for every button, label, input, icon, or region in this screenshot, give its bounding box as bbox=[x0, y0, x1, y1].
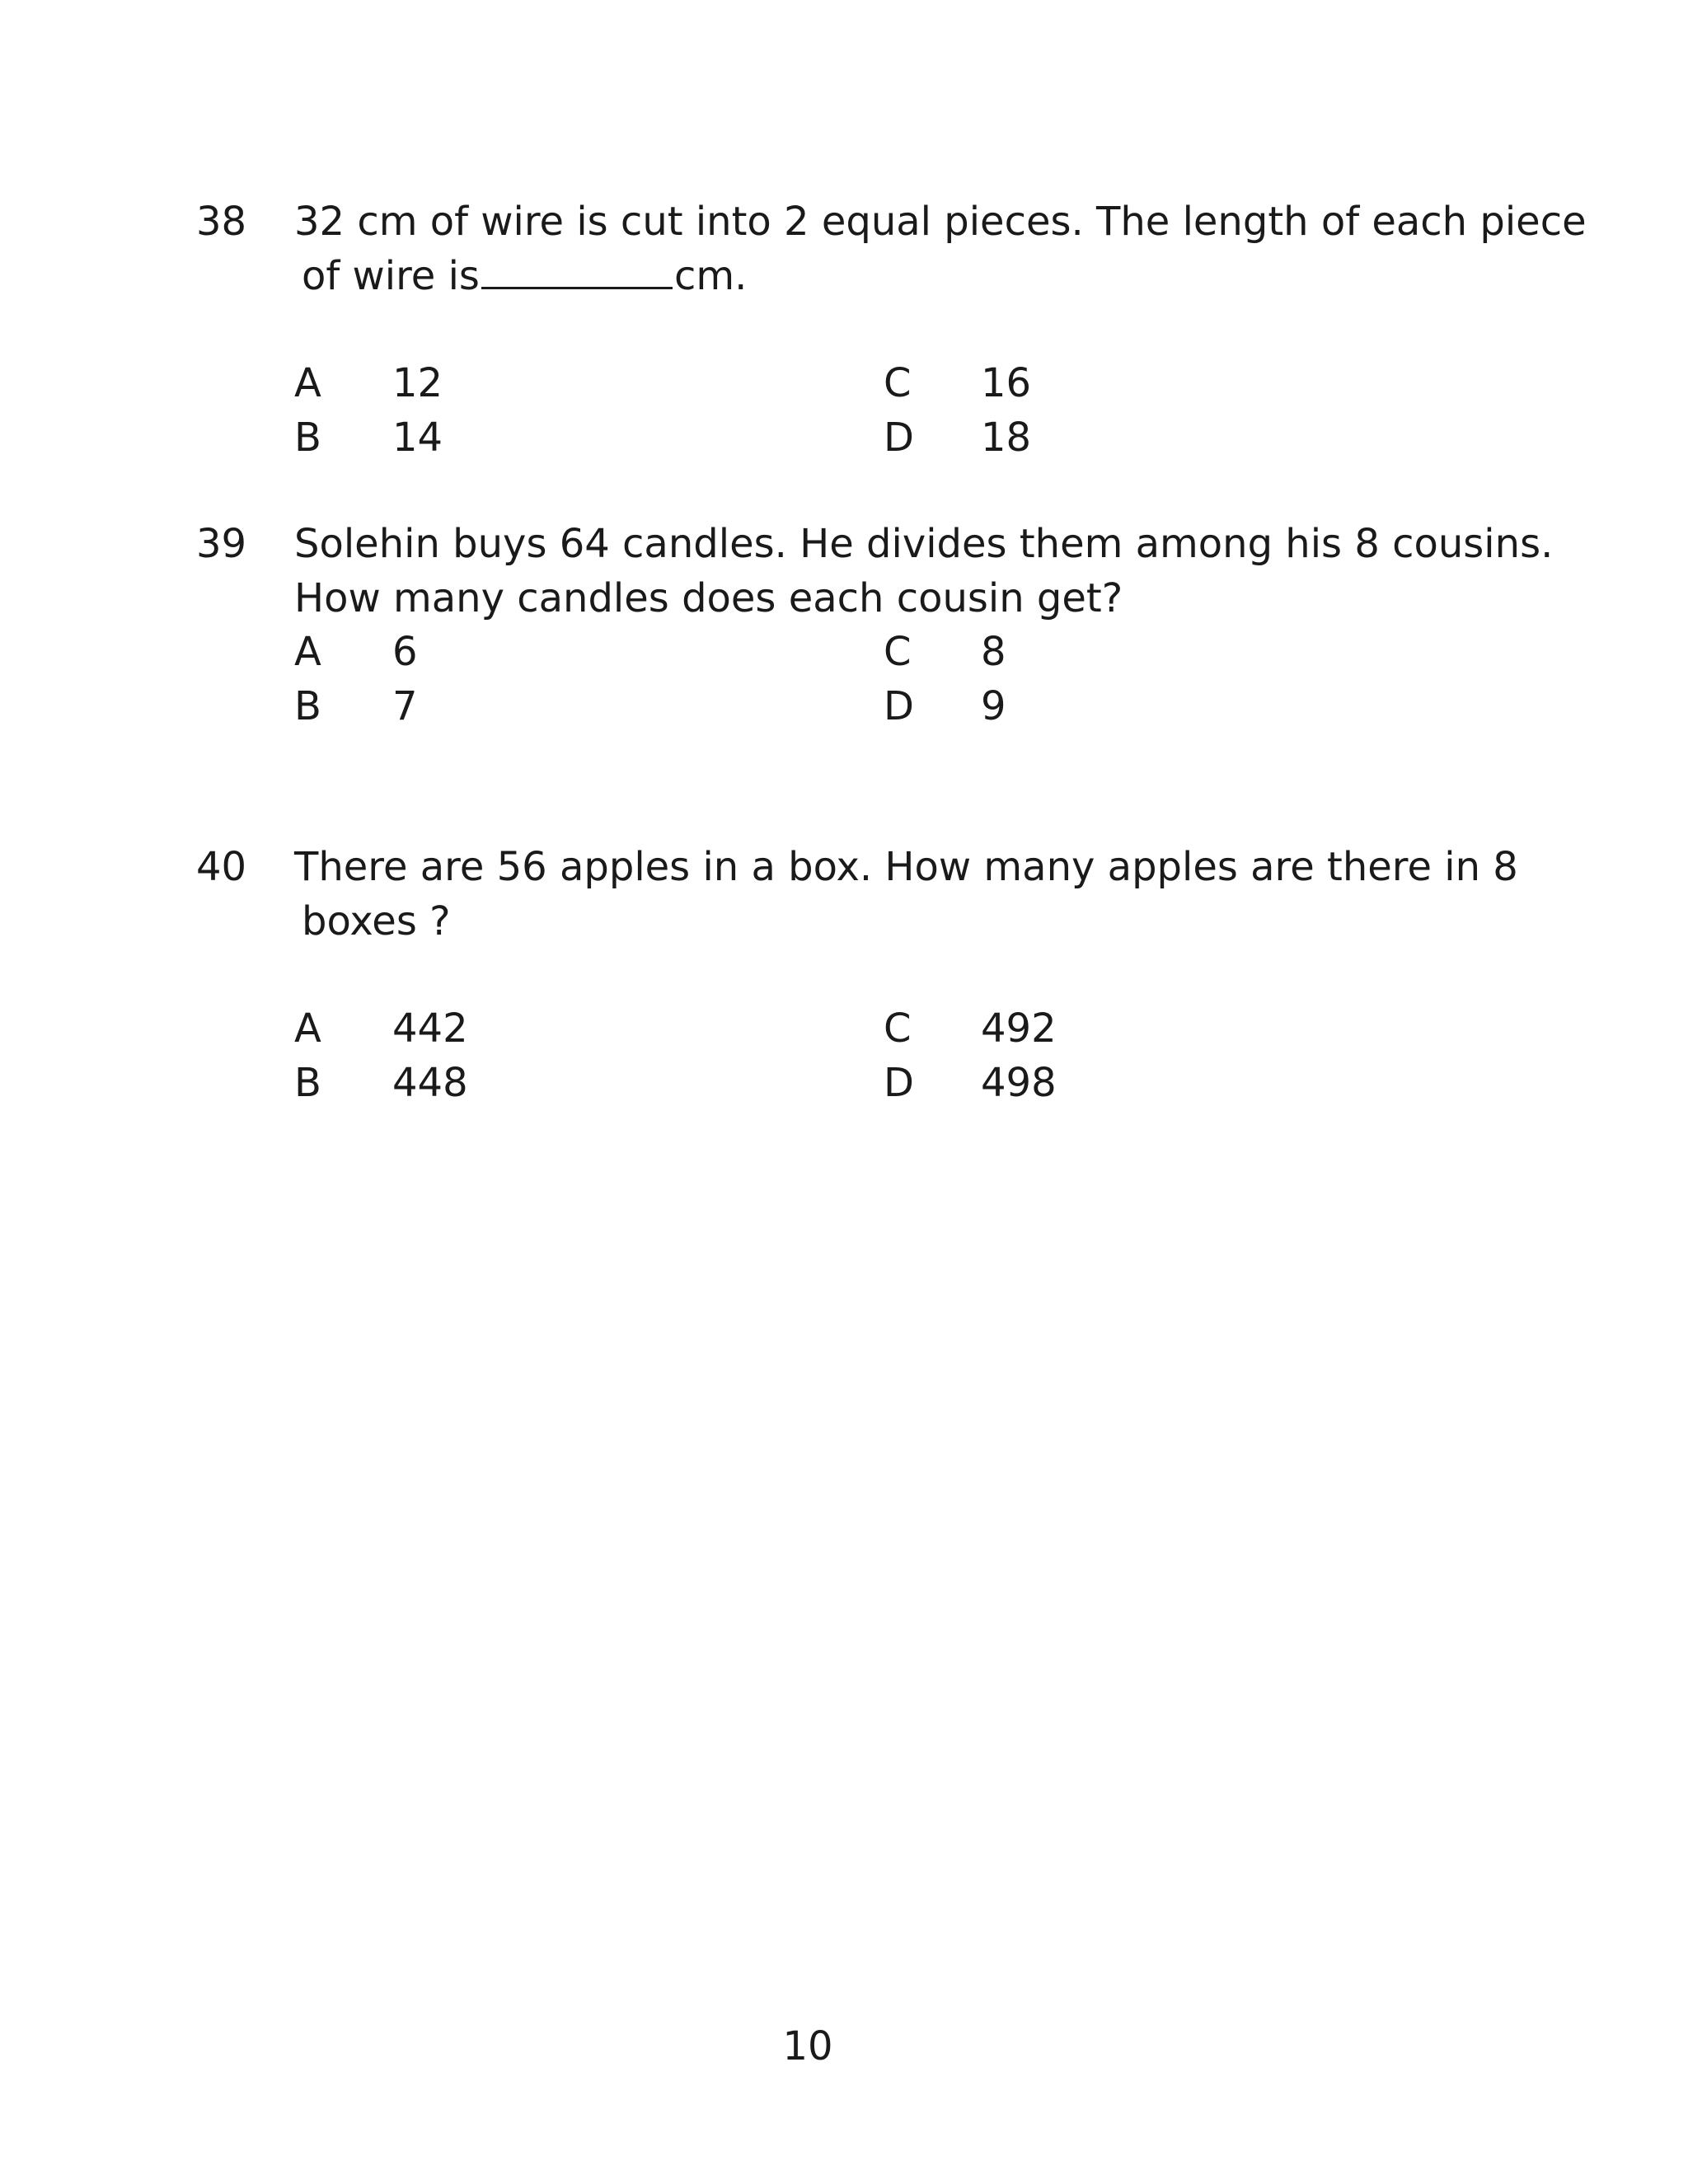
question-text-before-blank: of wire is bbox=[302, 253, 480, 299]
question-text-line-1: 32 cm of wire is cut into 2 equal pieces. The length of each piece bbox=[294, 199, 1587, 245]
option-value-d: 498 bbox=[981, 1060, 1057, 1106]
option-value-a: 442 bbox=[392, 1005, 468, 1052]
option-letter-d: D bbox=[884, 415, 914, 461]
option-letter-c: C bbox=[884, 1005, 912, 1052]
page-number: 10 bbox=[782, 2023, 833, 2069]
option-letter-b: B bbox=[294, 683, 321, 729]
option-letter-c: C bbox=[884, 360, 912, 406]
option-letter-a: A bbox=[294, 629, 321, 675]
question-text-line-2: How many candles does each cousin get? bbox=[294, 575, 1123, 621]
option-value-a: 12 bbox=[392, 360, 443, 406]
option-value-b: 14 bbox=[392, 415, 443, 461]
question-text-line-2 bbox=[302, 249, 747, 303]
option-value-d: 9 bbox=[981, 683, 1006, 729]
question-number: 39 bbox=[196, 521, 247, 567]
question-text-line-1: Solehin buys 64 candles. He divides them among his 8 cousins. bbox=[294, 521, 1554, 567]
option-value-d: 18 bbox=[981, 415, 1032, 461]
option-value-c: 492 bbox=[981, 1005, 1057, 1052]
question-number: 38 bbox=[196, 199, 247, 245]
question-text-line-2: boxes ? bbox=[302, 898, 451, 944]
option-value-a: 6 bbox=[392, 629, 418, 675]
question-text-line-1: There are 56 apples in a box. How many apples are there in 8 bbox=[294, 844, 1518, 890]
option-letter-b: B bbox=[294, 1060, 321, 1106]
option-letter-a: A bbox=[294, 360, 321, 406]
option-letter-c: C bbox=[884, 629, 912, 675]
option-letter-b: B bbox=[294, 415, 321, 461]
option-value-b: 448 bbox=[392, 1060, 468, 1106]
option-letter-d: D bbox=[884, 683, 914, 729]
question-number: 40 bbox=[196, 844, 247, 890]
option-letter-a: A bbox=[294, 1005, 321, 1052]
option-letter-d: D bbox=[884, 1060, 914, 1106]
option-value-b: 7 bbox=[392, 683, 418, 729]
question-text-after-blank: cm. bbox=[673, 253, 748, 299]
option-value-c: 8 bbox=[981, 629, 1006, 675]
option-value-c: 16 bbox=[981, 360, 1032, 406]
answer-blank bbox=[481, 254, 673, 289]
